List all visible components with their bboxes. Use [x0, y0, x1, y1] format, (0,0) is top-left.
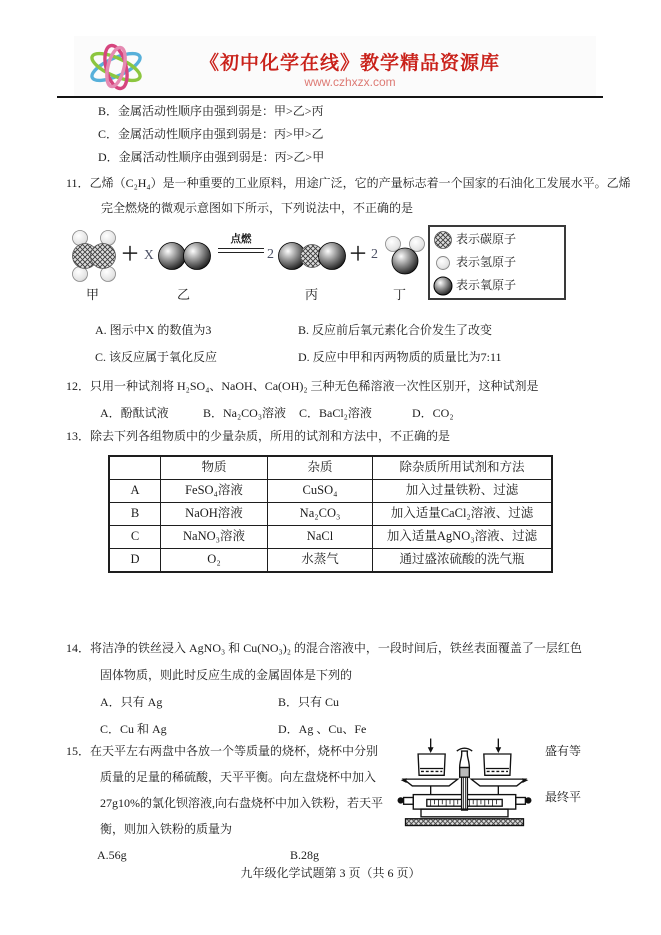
- question-15-stem-line3: 27g10%的氯化钡溶液,向右盘烧杯中加入铁粉，若天平: [100, 796, 383, 810]
- question-12-stem: 12．只用一种试剂将 H₂SO₄、NaOH、Ca(OH)₂ 三种无色稀溶液一次性区别开，这种试剂是: [66, 379, 539, 393]
- molecule-jia-figure: [70, 227, 118, 285]
- q13-table: [108, 455, 553, 573]
- coefficient-bing: 2: [267, 247, 274, 262]
- atom-legend: [428, 225, 566, 300]
- question-15-stem-line4: 衡，则加入铁粉的质量为: [100, 822, 233, 836]
- table-row: [109, 480, 552, 503]
- cell: 加入过量铁粉、过滤: [373, 480, 553, 503]
- plus-sign: ＋: [349, 244, 367, 264]
- question-15-stem-line1: 15．在天平左右两盘中各放一个等质量的烧杯，烧杯中分别: [66, 744, 379, 758]
- ignite-label: 点燃: [230, 234, 252, 245]
- q14-option-a: A．只有 Ag: [100, 695, 163, 709]
- oxygen-atom-icon: [433, 276, 453, 296]
- q11-option-b: B. 反应前后氧元素化合价发生了改变: [298, 323, 493, 337]
- q15-option-b: B.28g: [290, 848, 320, 862]
- header-cell: 杂质: [268, 456, 373, 480]
- q11-option-a: A. 图示中X 的数值为3: [95, 323, 212, 337]
- question-15-frag2: 最终平: [545, 790, 582, 804]
- legend-label: 表示氧原子: [456, 278, 517, 292]
- q11-option-d: D. 反应中甲和丙两物质的质量比为7:11: [298, 350, 502, 364]
- cell: O₂: [161, 549, 268, 573]
- q12-option-b: B．Na₂CO₃溶液: [203, 406, 287, 420]
- molecule-yi-figure: [157, 241, 213, 271]
- label-jia: 甲: [86, 287, 100, 302]
- table-row: [109, 503, 552, 526]
- question-14-stem-line1: 14．将洁净的铁丝浸入 AgNO₃ 和 Cu(NO₃)₂ 的混合溶液中，一段时间后，铁丝表面覆盖了一层红色: [66, 641, 582, 655]
- q14-option-c: C．Cu 和 Ag: [100, 722, 167, 736]
- table-row: [109, 526, 552, 549]
- ignite-condition: [217, 233, 265, 253]
- plus-sign: ＋: [121, 244, 139, 264]
- molecule-bing-figure: [278, 241, 346, 271]
- label-yi: 乙: [177, 287, 191, 302]
- question-15-stem-line2: 质量的足量的稀硫酸，天平平衡。向左盘烧杯中加入: [100, 770, 377, 784]
- option-line: B．金属活动性顺序由强到弱是：甲>乙>丙: [98, 104, 324, 118]
- q15-option-a: A.56g: [97, 848, 127, 862]
- option-line: D．金属活动性顺序由强到弱是：丙>乙>甲: [98, 150, 325, 164]
- header-cell: [109, 456, 161, 480]
- question-11-stem-line1: 11．乙烯（C₂H₄）是一种重要的工业原料，用途广泛，它的产量标志着一个国家的石油化工发展水平。乙烯: [66, 176, 631, 190]
- reaction-diagram: [60, 225, 600, 310]
- question-14-stem-line2: 固体物质，则此时反应生成的金属固体是下列的: [100, 668, 353, 682]
- molecule-ding-figure: [382, 233, 428, 277]
- cell: NaCl: [268, 526, 373, 549]
- q11-option-c: C. 该反应属于氧化反应: [95, 350, 218, 364]
- cell: D: [109, 549, 161, 573]
- page-footer: 九年级化学试题第 3 页（共 6 页）: [240, 866, 421, 880]
- header-divider: [57, 96, 603, 98]
- cell: 加入适量CaCl₂溶液、过滤: [373, 503, 553, 526]
- header-cell: 物质: [161, 456, 268, 480]
- legend-label: 表示碳原子: [456, 232, 517, 246]
- table-row: [109, 549, 552, 573]
- question-15-frag1: 盛有等: [545, 744, 582, 758]
- cell: NaOH溶液: [161, 503, 268, 526]
- site-title: 《初中化学在线》教学精品资源库: [199, 53, 500, 74]
- carbon-atom-icon: [433, 230, 453, 250]
- legend-row-hydrogen: [433, 251, 561, 274]
- cell: 水蒸气: [268, 549, 373, 573]
- legend-row-carbon: [433, 228, 561, 251]
- cell: Na₂CO₃: [268, 503, 373, 526]
- label-ding: 丁: [393, 287, 407, 302]
- option-line: C．金属活动性顺序由强到弱是：丙>甲>乙: [98, 127, 324, 141]
- cell: 通过盛浓硫酸的洗气瓶: [373, 549, 553, 573]
- question-11-stem-line2: 完全燃烧的微观示意图如下所示，下列说法中，不正确的是: [101, 201, 414, 215]
- q14-option-b: B．只有 Cu: [278, 695, 340, 709]
- header-cell: 除杂质所用试剂和方法: [373, 456, 553, 480]
- cell: B: [109, 503, 161, 526]
- legend-row-oxygen: [433, 274, 561, 297]
- q14-option-d: D．Ag 、Cu、Fe: [278, 722, 367, 736]
- coefficient-x: X: [144, 247, 154, 262]
- q12-option-c: C．BaCl₂溶液: [299, 406, 372, 420]
- cell: CuSO₄: [268, 480, 373, 503]
- site-url: www.czhxzx.com: [304, 75, 396, 89]
- q12-option-a: A．酚酞试液: [100, 406, 169, 420]
- cell: NaNO₃溶液: [161, 526, 268, 549]
- cell: FeSO₄溶液: [161, 480, 268, 503]
- hydrogen-atom-icon: [433, 253, 453, 273]
- cell: 加入适量AgNO₃溶液、过滤: [373, 526, 553, 549]
- cell: C: [109, 526, 161, 549]
- q12-option-d: D．CO₂: [412, 406, 454, 420]
- balance-scale-figure: [392, 736, 537, 830]
- label-bing: 丙: [305, 287, 319, 302]
- legend-label: 表示氢原子: [456, 255, 517, 269]
- equals-lines: [218, 248, 264, 253]
- atom-logo-icon: [78, 40, 154, 94]
- coefficient-ding: 2: [371, 247, 378, 262]
- cell: A: [109, 480, 161, 503]
- table-header-row: [109, 456, 552, 480]
- question-13-stem: 13．除去下列各组物质中的少量杂质，所用的试剂和方法中，不正确的是: [66, 429, 451, 443]
